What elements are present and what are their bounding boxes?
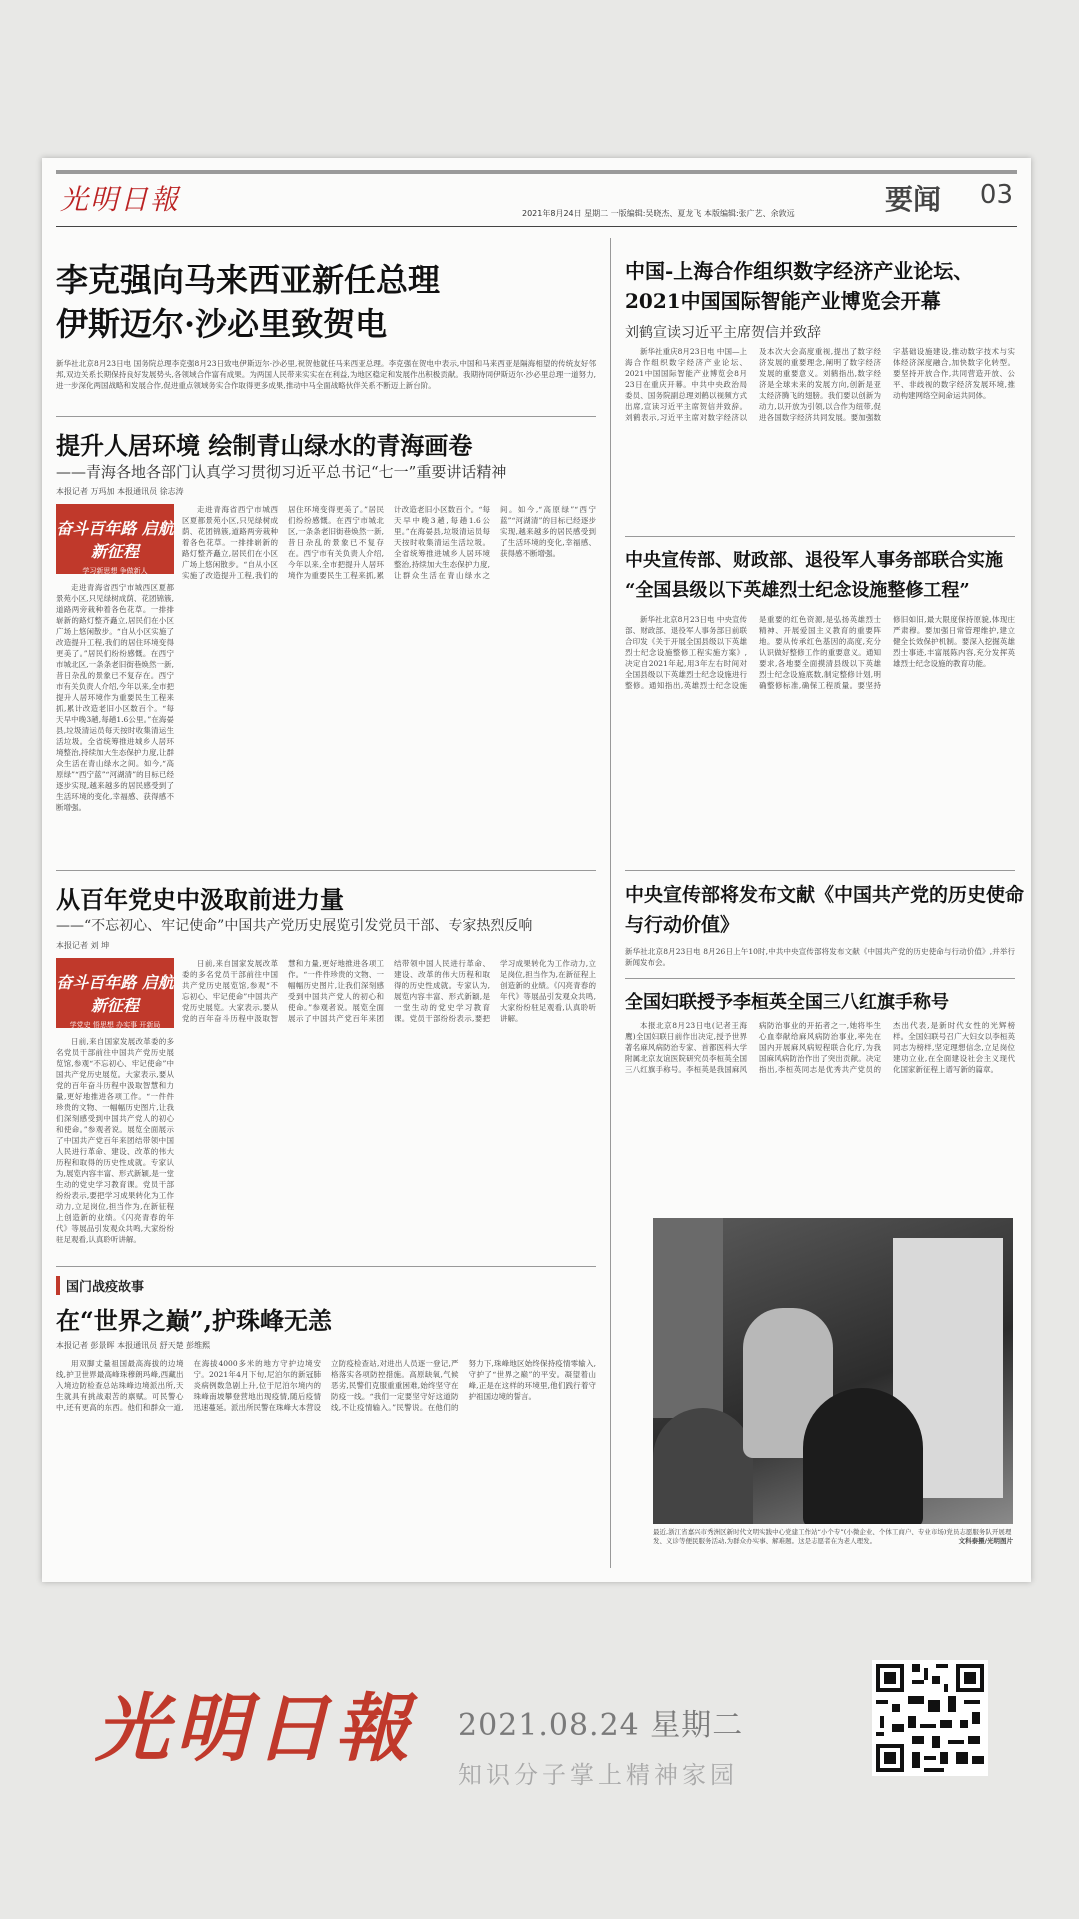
- womens-body-text: 本报北京8月23日电(记者王海鹰)全国妇联日前作出决定,授予世界著名麻风病防治专家、首都医科大学附属北京友谊医院研究员李桓英全国三八红旗手称号。李桓英是我国麻风病防治事业的开拓者之一,她将毕生心血奉献给麻风病防治事业,率先在国内开展麻风病短程联合化疗,为我国麻风病防治作出了突出贡献。决定指出,李桓英同志是优秀共产党员的杰出代表,是新时代女性的光辉榜样。全国妇联号召广大妇女以李桓英同志为榜样,坚定理想信念,立足岗位建功立业,在全面建设社会主义现代化国家新征程上谱写新的篇章。: [625, 1021, 1015, 1074]
- qinghai-title: 提升人居环境 绘制青山绿水的青海画卷: [56, 431, 473, 460]
- badge-subtitle: 学党史 悟思想 办实事 开新局: [69, 1021, 161, 1029]
- forum-body: [625, 346, 1015, 526]
- badge-title: 奋斗百年路 启航新征程: [56, 973, 174, 1015]
- heroes-body-text: 新华社北京8月23日电 中央宣传部、财政部、退役军人事务部日前联合印发《关于开展全国县级以下英雄烈士纪念设施整修工程实施方案》,决定自2021年起,用3年左右时间对全国县级以下英雄烈士纪念设施进行整修。通知指出,英雄烈士纪念设施是重要的红色资源,是弘扬英雄烈士精神、开展爱国主义教育的重要阵地。要从传承红色基因的高度,充分认识做好整修工作的重要意义。通知要求,各地要全面摸清县级以下英雄烈士纪念设施底数,制定整修计划,明确整修标准,确保工程质量。要坚持修旧如旧,最大限度保持原貌,体现庄严肃穆。要加强日常管理维护,建立健全长效保护机制。要深入挖掘英雄烈士事迹,丰富展陈内容,充分发挥英雄烈士纪念设施的教育功能。: [625, 615, 1015, 690]
- divider: [625, 536, 1015, 537]
- footer-date: 2021.08.24 星期二: [458, 1708, 744, 1743]
- photo-person: [803, 1388, 923, 1524]
- page-number: 03: [979, 180, 1013, 210]
- column-divider: [610, 238, 611, 1568]
- badge-subtitle: 学习新思想 争做新人: [82, 567, 148, 575]
- header-rule: [56, 170, 1017, 174]
- qinghai-subtitle: ——青海各地各部门认真学习贯彻习近平总书记“七一”重要讲话精神: [56, 463, 507, 481]
- photo-background-banner: [653, 1218, 723, 1418]
- qinghai-series-badge: [56, 504, 174, 574]
- heroes-title-line2: “全国县级以下英雄烈士纪念设施整修工程”: [625, 580, 970, 601]
- mission-title-line2: 与行动价值》: [625, 914, 740, 936]
- everest-title: 在“世界之巅”,护珠峰无恙: [56, 1306, 332, 1335]
- page-header: [42, 158, 1031, 228]
- photo-person: [653, 1408, 753, 1524]
- qinghai-byline: 本报记者 万玛加 本报通讯员 徐志涛: [56, 487, 184, 496]
- history-series-badge: [56, 958, 174, 1028]
- qr-code[interactable]: [872, 1660, 988, 1776]
- everest-body: [56, 1358, 596, 1568]
- footer-slogan: 知识分子掌上精神家园: [458, 1761, 738, 1789]
- divider: [56, 416, 596, 417]
- photo-caption: [653, 1528, 1013, 1546]
- divider: [56, 870, 596, 871]
- history-byline: 本报记者 刘 坤: [56, 941, 110, 950]
- qinghai-body-text: 走进青海省西宁市城西区夏都景苑小区,只见绿树成荫、花团锦簇,道路两旁栽种着各色花草。一排排崭新的路灯整齐矗立,居民们在小区广场上悠闲散步。“自从小区实施了改造提升工程,我们的居住环境变得更美了。”居民们纷纷感慨。在西宁市城北区,一条条老旧街巷焕然一新,昔日杂乱的景象已不复存在。西宁市有关负责人介绍,今年以来,全市把提升人居环境作为重要民生工程来抓,累计改造老旧小区数百个。“每天早中晚3趟,每趟1.6公里。”在海晏县,垃圾清运员每天按时收集清运生活垃圾。全省统筹推进城乡人居环境整治,持续加大生态保护力度,让群众生活在青山绿水之间。如今,“高原绿”“西宁蓝”“河湖清”的目标已经逐步实现,越来越多的居民感受到了生活环境的变化,幸福感、获得感不断增强。: [182, 505, 596, 580]
- everest-byline: 本报记者 彭景晖 本报通讯员 舒天楚 彭维熙: [56, 1341, 211, 1350]
- malaysia-title-line2: 伊斯迈尔·沙必里致贺电: [56, 305, 388, 343]
- history-body-text-2: 日前,来自国家发展改革委的多名党员干部前往中国共产党历史展览馆,参观“不忘初心、牢记使命”中国共产党历史展览。大家表示,要从党的百年奋斗历程中汲取智慧和力量,更好地推进各项工作。“一件件珍贵的文物、一幅幅历史图片,让我们深刻感受到中国共产党人的初心和使命。”参观者说。展览全面展示了中国共产党百年来团结带领中国人民进行革命、建设、改革的伟大历程和取得的历史性成就。专家认为,展览内容丰富、形式新颖,是一堂生动的党史学习教育课。党员干部纷纷表示,要把学习成果转化为工作动力,立足岗位,担当作为,在新征程上创造新的业绩。《闪亮青春的年代》等展品引发观众共鸣,大家纷纷驻足观看,认真聆听讲解。: [56, 1037, 174, 1244]
- history-subtitle: ——“不忘初心、牢记使命”中国共产党历史展览引发党员干部、专家热烈反响: [56, 918, 533, 934]
- history-body-text: 日前,来自国家发展改革委的多名党员干部前往中国共产党历史展览馆,参观“不忘初心、牢记使命”中国共产党历史展览。大家表示,要从党的百年奋斗历程中汲取智慧和力量,更好地推进各项工作。“一件件珍贵的文物、一幅幅历史图片,让我们深刻感受到中国共产党人的初心和使命。”参观者说。展览全面展示了中国共产党百年来团结带领中国人民进行革命、建设、改革的伟大历程和取得的历史性成就。专家认为,展览内容丰富、形式新颖,是一堂生动的党史学习教育课。党员干部纷纷表示,要把学习成果转化为工作动力,立足岗位,担当作为,在新征程上创造新的业绩。《闪亮青春的年代》等展品引发观众共鸣,大家纷纷驻足观看,认真聆听讲解。: [182, 959, 596, 1023]
- masthead-logo: 光明日報: [60, 183, 181, 216]
- divider: [625, 978, 1015, 979]
- heroes-title-line1: 中央宣传部、财政部、退役军人事务部联合实施: [625, 550, 1003, 571]
- everest-body-text: 用双脚丈量祖国最高海拔的边境线,护卫世界最高峰珠穆朗玛峰,西藏出入境边防检查总站珠峰边境派出所,天生就具有挑战艰苦的禀赋。可民警心中,还有更高的东西。他们和群众一道,在海拔4000多米的地方守护边境安宁。2021年4月下旬,尼泊尔的新冠肺炎病例数急剧上升,位于尼泊尔境内的珠峰南坡攀登营地出现疫情,随后疫情迅速蔓延。派出所民警在珠峰大本营设立防疫检查站,对进出人员逐一登记,严格落实各项防控措施。高原缺氧,气候恶劣,民警们克服重重困难,始终坚守在防疫一线。“我们一定要坚守好这道防线,不让疫情输入。”民警说。在他们的努力下,珠峰地区始终保持疫情零输入,守护了“世界之巅”的平安。凝望着山峰,正是在这样的环境里,他们践行着守护祖国边境的誓言。: [56, 1359, 596, 1412]
- divider: [625, 870, 1015, 871]
- header-underline: [56, 226, 1017, 227]
- dateline: 2021年8月24日 星期二 一版编辑:吴晓杰、夏龙飞 本版编辑:张广艺、余敦远: [522, 209, 795, 218]
- heroes-title: [625, 546, 1003, 606]
- footer-logo: 光明日報: [95, 1686, 415, 1772]
- forum-subtitle: 刘鹤宣读习近平主席贺信并致辞: [625, 325, 821, 341]
- qinghai-body-text-2: 走进青海省西宁市城西区夏都景苑小区,只见绿树成荫、花团锦簇,道路两旁栽种着各色花草。一排排崭新的路灯整齐矗立,居民们在小区广场上悠闲散步。“自从小区实施了改造提升工程,我们的居住环境变得更美了。”居民们纷纷感慨。在西宁市城北区,一条条老旧街巷焕然一新,昔日杂乱的景象已不复存在。西宁市有关负责人介绍,今年以来,全市把提升人居环境作为重要民生工程来抓,累计改造老旧小区数百个。“每天早中晚3趟,每趟1.6公里。”在海晏县,垃圾清运员每天按时收集清运生活垃圾。全省统筹推进城乡人居环境整治,持续加大生态保护力度,让群众生活在青山绿水之间。如今,“高原绿”“西宁蓝”“河湖清”的目标已经逐步实现,越来越多的居民感受到了生活环境的变化,幸福感、获得感不断增强。: [56, 583, 174, 812]
- mission-title: [625, 880, 1024, 940]
- qinghai-body-continued: [56, 582, 174, 862]
- series-tag: 国门战疫故事: [56, 1276, 144, 1295]
- qinghai-body: [182, 504, 596, 862]
- heroes-body: [625, 614, 1015, 862]
- mission-title-line1: 中央宣传部将发布文献《中国共产党的历史使命: [625, 884, 1025, 906]
- newspaper-page: [42, 158, 1031, 1582]
- badge-title: 奋斗百年路 启航新征程: [56, 519, 174, 561]
- forum-title-line2: 2021中国国际智能产业博览会开幕: [625, 289, 941, 313]
- photo-caption-text: 最近,浙江省嘉兴市秀洲区新时代文明实践中心党建工作站“小个专”(小微企业、个体工商户、专业市场)党员志愿服务队开展理发、义诊等便民服务活动,为群众办实事、解难题。这是志愿者在为老人理发。: [653, 1528, 1012, 1545]
- photo-credit: 文科泰摄/光明图片: [958, 1537, 1013, 1545]
- section-name: 要闻: [884, 183, 941, 216]
- forum-body-text: 新华社重庆8月23日电 中国—上海合作组织数字经济产业论坛、2021中国国际智能产业博览会8月23日在重庆开幕。中共中央政治局委员、国务院副总理刘鹤以视频方式出席,宣读习近平主席贺信并致辞。刘鹤表示,习近平主席对数字经济以及本次大会高度重视,提出了数字经济发展的重要理念,阐明了数字经济发展的重要意义。刘鹤指出,数字经济是全球未来的发展方向,创新是亚太经济腾飞的翅膀。我们要以创新为动力,以开放为引领,以合作为纽带,促进各国数字经济共同发展。要加强数字基础设施建设,推动数字技术与实体经济深度融合,加快数字化转型。要坚持开放合作,共同营造开放、公平、非歧视的数字经济发展环境,推动构建网络空间命运共同体。: [625, 347, 1015, 422]
- news-photo: [653, 1218, 1013, 1524]
- history-body: [182, 958, 596, 1258]
- malaysia-title-line1: 李克强向马来西亚新任总理: [56, 261, 441, 299]
- history-body-continued: [56, 1036, 174, 1258]
- malaysia-body: 新华社北京8月23日电 国务院总理李克强8月23日致电伊斯迈尔·沙必里,祝贺他就任马来西亚总理。李克强在贺电中表示,中国和马来西亚是隔海相望的传统友好邻邦,双边关系长期保持良好发展势头,各领域合作富有成果。为两国人民带来实实在在利益,为地区稳定和发展作出积极贡献。我期待同伊斯迈尔·沙必里总理一道努力,进一步深化两国战略和发展合作,促进重点领域务实合作取得更多成果,推动中马全面战略伙伴关系不断迈上新台阶。: [56, 359, 596, 390]
- mission-body: 新华社北京8月23日电 8月26日上午10时,中共中央宣传部将发布文献《中国共产党的历史使命与行动价值》,并举行新闻发布会。: [625, 947, 1015, 967]
- forum-title: [625, 256, 973, 316]
- womens-body: [625, 1020, 1015, 1210]
- malaysia-title: [56, 258, 440, 346]
- history-title: 从百年党史中汲取前进力量: [56, 885, 344, 914]
- forum-title-line1: 中国-上海合作组织数字经济产业论坛、: [625, 259, 974, 283]
- womens-title: 全国妇联授予李桓英全国三八红旗手称号: [625, 992, 949, 1013]
- divider: [56, 1266, 596, 1267]
